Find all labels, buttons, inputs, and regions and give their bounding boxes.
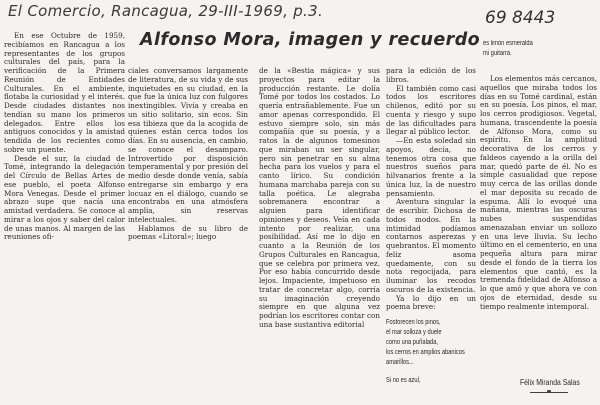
poem-line: amarillos... <box>386 359 414 366</box>
paragraph: Los elementos más cercanos, aquellos que miraba todos los días en su Tomé cardinal, están en su poesía. Los pinos, el mar, los cerros prodigiosos. Vegetal, humana, trascendente la poesía de Alfonso Mora, como su espíritu. En la amplitud decorativa de los cerros y faldeos cayendo a la orilla del mar, quedó parte de él. No es simple casualidad que repose muy cerca de las orillas donde el mar deposita su recado de espuma. Allí lo evoqué una mañana, mientras las oscuras nubes suspendidas amenazaban enviar un sollozo en una leve lluvia. Su lecho último en el cementerio, en una pequeña altura para mirar desde el fondo de la tierra los elementos que cantó, es la tremenda fidelidad de Alfonso a lo que amó y que ahora ve con ojos de eternidad, desde su tiempo realmente intemporal. <box>480 74 597 311</box>
paragraph: —En esta soledad sin apoyos, decía, no tenemos otra cosa que nuestros sueños para hilvanarios frente a la única luz, la de nuestro pensamiento. <box>386 136 476 198</box>
paragraph: En ese Octubre de 1959, recibíamos en Rancagua a los representantes de los grupos culturales del país, para la verificación de la Primera Reunión de Entidades Culturales. En el ambiente, flotaba la curiosidad y el interés. Desde ciudades distantes nos tendían su mano los primeros delegados. Entre ellos los antiguos conocidos y la amistad tendida de los recientes como sobre un puente. <box>4 31 125 154</box>
article-column-1 <box>4 32 125 242</box>
paragraph: ciales conversamos largamente de literatura, de su vida y de sus inquietudes en su ciudad, en la que fue la única luz con fulgores inextingibles. Vivía y creaba en un sitio solitario, sin ecos. Sin esa tibieza que da la acogida de quienes están cerca todos los días. En su ausencia, en cambio, se conoce el desamparo. Introvertido por disposición temperamental y por presión del medio desde donde venía, sabía entregarse sin embargo y era locuaz en el diálogo, cuando se encontraba en una atmósfera amplia, sin reservas intelectuales. <box>128 66 248 224</box>
end-rule-ornament <box>547 390 551 393</box>
paragraph: Ya lo dijo en un poema breve: <box>386 293 476 312</box>
paragraph: El también como casi todos los escritores chilenos, editó por su cuenta y riesgo y supo de las dificultades para llegar al público lector. <box>386 83 476 137</box>
handwritten-source-note: El Comercio, Rancagua, 29-III-1969, p.3. <box>8 2 324 20</box>
article-headline: Alfonso Mora, imagen y recuerdo <box>140 30 481 50</box>
poem-line: Si no es azul, <box>386 377 421 384</box>
paragraph: Desde el sur, la ciudad de Tomé, integrando la delegación del Círculo de Bellas Artes de ese pueblo, el poeta Alfonso Mora Venegas. Desde el primer abrazo supe que nacía una amistad verdadera. Se conoce al mirar a los ojos y saber del calor de unas manos. Al margen de las reuniones ofi- <box>4 153 125 242</box>
poem-line: como una puñalada, <box>386 339 439 346</box>
article-column-5 <box>480 75 597 311</box>
poem-line: es limón esmeralda <box>483 40 533 47</box>
paragraph: Aventura singular la de escribir. Dichosa de todos modos. En la intimidad podíamos contarnos asperezas y quebrantos. El momento feliz asoma quedamente, con su nota regocijada, para iluminar los recodos oscuros de la existencia. <box>386 197 476 294</box>
paragraph: de la «Bestia mágica» y sus proyectos para editar la producción restante. Le dolía Tomé por todos los costados. Lo quería entrañablemente. Fue un amor apenas correspondido. El estuvo siempre solo, sin más compañía que su poesía, y a ratos la de algunos tomesinos que miraban un ser singular, pero sin penetrar en su alma hecha para los vuelos y para el canto lírico. Su condición humana marchaba pareja con su talla poética. Le alegraba sobremanera encontrar a alguien para identificar opiniones y deseos. Veía en cada intento por realizar, una posibilidad. Así me lo dijo en cuanto a la Reunión de los Grupos Culturales en Rancagua, que se celebra por primera vez. Por eso había concurrido desde lejos. Impaciente, impetuoso en tratar de concretar algo, corría su imaginación creyendo siempre en que alguna vez podrían los escritores contar con una base sustantiva editorial <box>259 66 380 329</box>
poem-line: los cerros en amplios abanicos <box>386 349 465 356</box>
poem-line: Fosforecen los pinos, <box>386 319 441 326</box>
poem-line: el mar solloza y duele <box>386 329 442 336</box>
handwritten-catalog-number: 69 8443 <box>485 8 556 28</box>
poem-stanza-2-continuation <box>483 39 533 59</box>
poem-line: mi guitarra. <box>483 50 512 57</box>
poem-stanza-1 <box>386 318 465 386</box>
article-column-3 <box>259 67 380 330</box>
article-byline: Félix Miranda Salas <box>520 378 580 387</box>
paragraph: para la edición de los libros. <box>386 66 476 84</box>
article-column-2 <box>128 67 248 242</box>
paragraph: Hablamos de su libro de poemas «Litoral»; luego <box>128 223 248 242</box>
article-column-4 <box>386 67 476 386</box>
